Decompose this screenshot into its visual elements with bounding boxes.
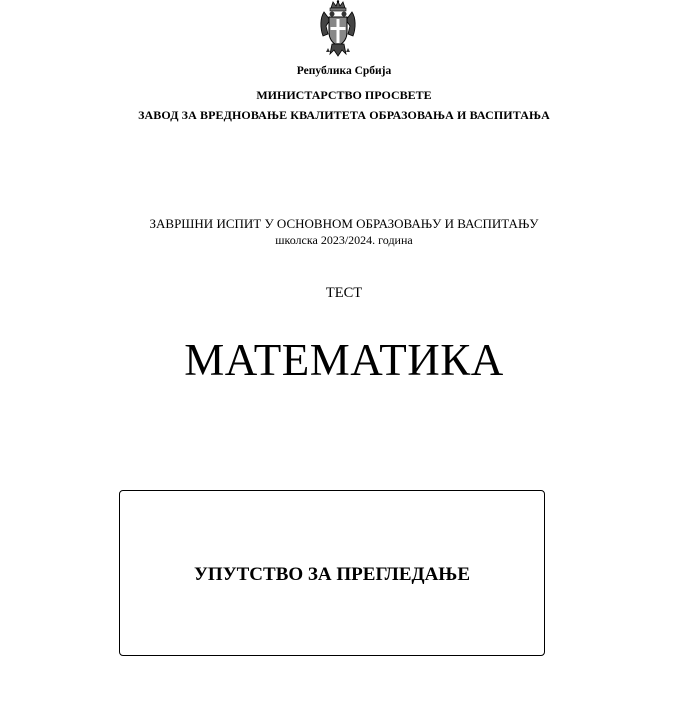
instructions-title: УПУТСТВО ЗА ПРЕГЛЕДАЊЕ: [193, 564, 471, 585]
test-label: ТЕСТ: [325, 285, 363, 301]
country-name: Република Србија: [296, 65, 392, 77]
institute-name: ЗАВОД ЗА ВРЕДНОВАЊЕ КВАЛИТЕТА ОБРАЗОВАЊА И ВАСПИТАЊА: [138, 108, 550, 122]
subject-title: МАТЕМАТИКА: [184, 335, 504, 385]
serbia-coat-of-arms-icon: [318, 0, 358, 60]
school-year: школска 2023/2024. година: [275, 233, 413, 247]
exam-title: ЗАВРШНИ ИСПИТ У ОСНОВНОМ ОБРАЗОВАЊУ И ВАСПИТАЊУ: [149, 216, 539, 231]
ministry-name: МИНИСТАРСТВО ПРОСВЕТЕ: [256, 88, 432, 102]
instructions-box: [119, 490, 545, 656]
